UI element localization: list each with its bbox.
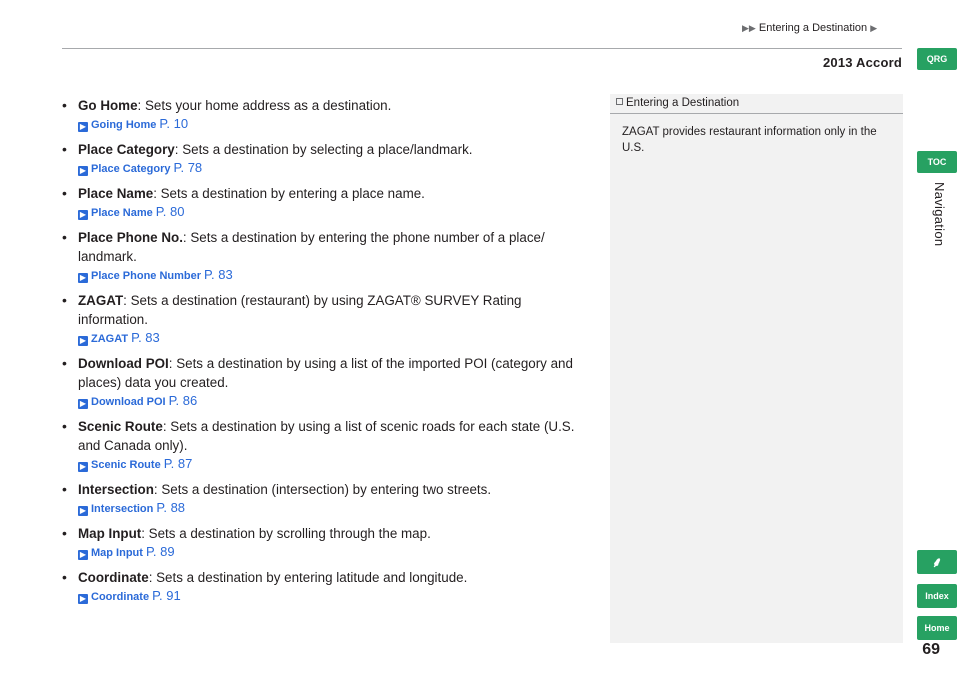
bullet-icon: • [62,97,67,113]
cross-reference-link[interactable] [62,330,592,347]
item-term: Place Name [78,186,154,201]
reference-arrow-icon: ▶ [79,210,87,219]
bullet-icon: • [62,355,67,371]
item-description: : Sets your home address as a destination. [137,98,392,113]
cross-reference-link[interactable] [62,116,592,133]
reference-page[interactable]: P. 80 [155,204,185,219]
reference-page[interactable]: P. 86 [168,393,198,408]
qrg-tab[interactable]: QRG [917,48,957,70]
list-item [62,480,592,517]
cross-reference-link[interactable] [62,500,592,517]
reference-arrow-icon: ▶ [79,273,87,282]
list-item [62,524,592,561]
list-item [62,417,592,473]
header-divider [62,48,902,49]
reference-label[interactable]: Place Category [91,163,171,175]
reference-arrow-icon: ▶ [79,399,87,408]
reference-arrow-icon: ▶ [79,166,87,175]
list-item [62,228,592,284]
reference-label[interactable]: Scenic Route [91,459,161,471]
reference-label[interactable]: Going Home [91,119,157,131]
item-term: Place Phone No. [78,230,183,245]
item-term: Download POI [78,356,169,371]
item-description: : Sets a destination (restaurant) by using ZAGAT® SURVEY Rating information. [78,293,522,327]
item-term: Coordinate [78,570,149,585]
reference-arrow-icon: ▶ [79,506,87,515]
bullet-icon: • [62,292,67,308]
reference-label[interactable]: Place Phone Number [91,270,202,282]
index-tab[interactable]: Index [917,584,957,608]
reference-page[interactable]: P. 91 [152,588,181,603]
cross-reference-link[interactable] [62,456,592,473]
bullet-icon: • [62,481,67,497]
reference-arrow-icon: ▶ [79,594,87,603]
item-description: : Sets a destination by scrolling through the map. [141,526,431,541]
reference-page[interactable]: P. 10 [159,116,189,131]
cross-reference-link[interactable] [62,544,592,561]
cross-reference-link[interactable] [62,204,592,221]
reference-label[interactable]: Map Input [91,547,143,559]
reference-arrow-icon: ▶ [79,462,87,471]
cross-reference-link[interactable] [62,588,592,605]
model-title: 2013 Accord [822,55,902,70]
bullet-icon: • [62,229,67,245]
reference-page[interactable]: P. 87 [163,456,193,471]
reference-label[interactable]: ZAGAT [91,333,129,345]
reference-label[interactable]: Place Name [91,207,153,219]
cross-reference-link[interactable] [62,267,592,284]
list-item [62,96,592,133]
reference-label[interactable]: Download POI [91,396,166,408]
home-tab[interactable]: Home [917,616,957,640]
bullet-icon: • [62,185,67,201]
list-item [62,291,592,347]
reference-label[interactable]: Intersection [91,503,154,515]
note-marker-icon [616,98,623,105]
bullet-icon: • [62,418,67,434]
note-body: ZAGAT provides restaurant information only in the U.S. [622,126,877,154]
page-number: 69 [922,641,940,658]
cross-reference-link[interactable] [62,160,592,177]
list-item [62,354,592,410]
list-item [62,184,592,221]
cross-reference-link[interactable] [62,393,592,410]
reference-arrow-icon: ▶ [79,550,87,559]
reference-page[interactable]: P. 78 [173,160,203,175]
bullet-icon: • [62,525,67,541]
item-term: Map Input [78,526,142,541]
reference-label[interactable]: Coordinate [91,591,150,603]
note-heading [610,94,903,114]
item-description: : Sets a destination (intersection) by entering two streets. [153,482,492,497]
breadcrumb-arrow-icon: ▶▶ [742,23,756,33]
reference-arrow-icon: ▶ [79,122,87,131]
item-term: ZAGAT [78,293,124,308]
item-description: : Sets a destination by entering latitude and longitude. [148,570,468,585]
list-item [62,568,592,605]
reference-page[interactable]: P. 83 [204,267,233,282]
breadcrumb-label: Entering a Destination [758,22,868,34]
voice-command-icon: ⸙ [931,554,943,570]
bullet-icon: • [62,569,67,585]
destination-options-list [62,96,592,612]
item-term: Scenic Route [78,419,163,434]
reference-page[interactable]: P. 89 [145,544,175,559]
note-sidebar [610,94,903,643]
item-term: Go Home [78,98,138,113]
section-label: Navigation [932,182,947,247]
toc-tab[interactable]: TOC [917,151,957,173]
reference-arrow-icon: ▶ [79,336,87,345]
bullet-icon: • [62,141,67,157]
item-term: Place Category [78,142,175,157]
list-item [62,140,592,177]
breadcrumb-arrow-icon: ▶ [870,23,878,33]
item-term: Intersection [78,482,154,497]
note-heading-label: Entering a Destination [626,97,740,109]
reference-page[interactable]: P. 88 [156,500,186,515]
reference-page[interactable]: P. 83 [131,330,160,345]
item-description: : Sets a destination by entering the phone number of a place/ landmark. [78,230,545,264]
item-description: : Sets a destination by using a list of the imported POI (category and places) data you created. [78,356,573,390]
breadcrumb [742,22,877,34]
item-description: : Sets a destination by using a list of scenic roads for each state (U.S. and Canada only). [78,419,575,453]
item-description: : Sets a destination by selecting a place/landmark. [174,142,473,157]
voice-command-tab[interactable] [917,550,957,574]
item-description: : Sets a destination by entering a place name. [153,186,425,201]
